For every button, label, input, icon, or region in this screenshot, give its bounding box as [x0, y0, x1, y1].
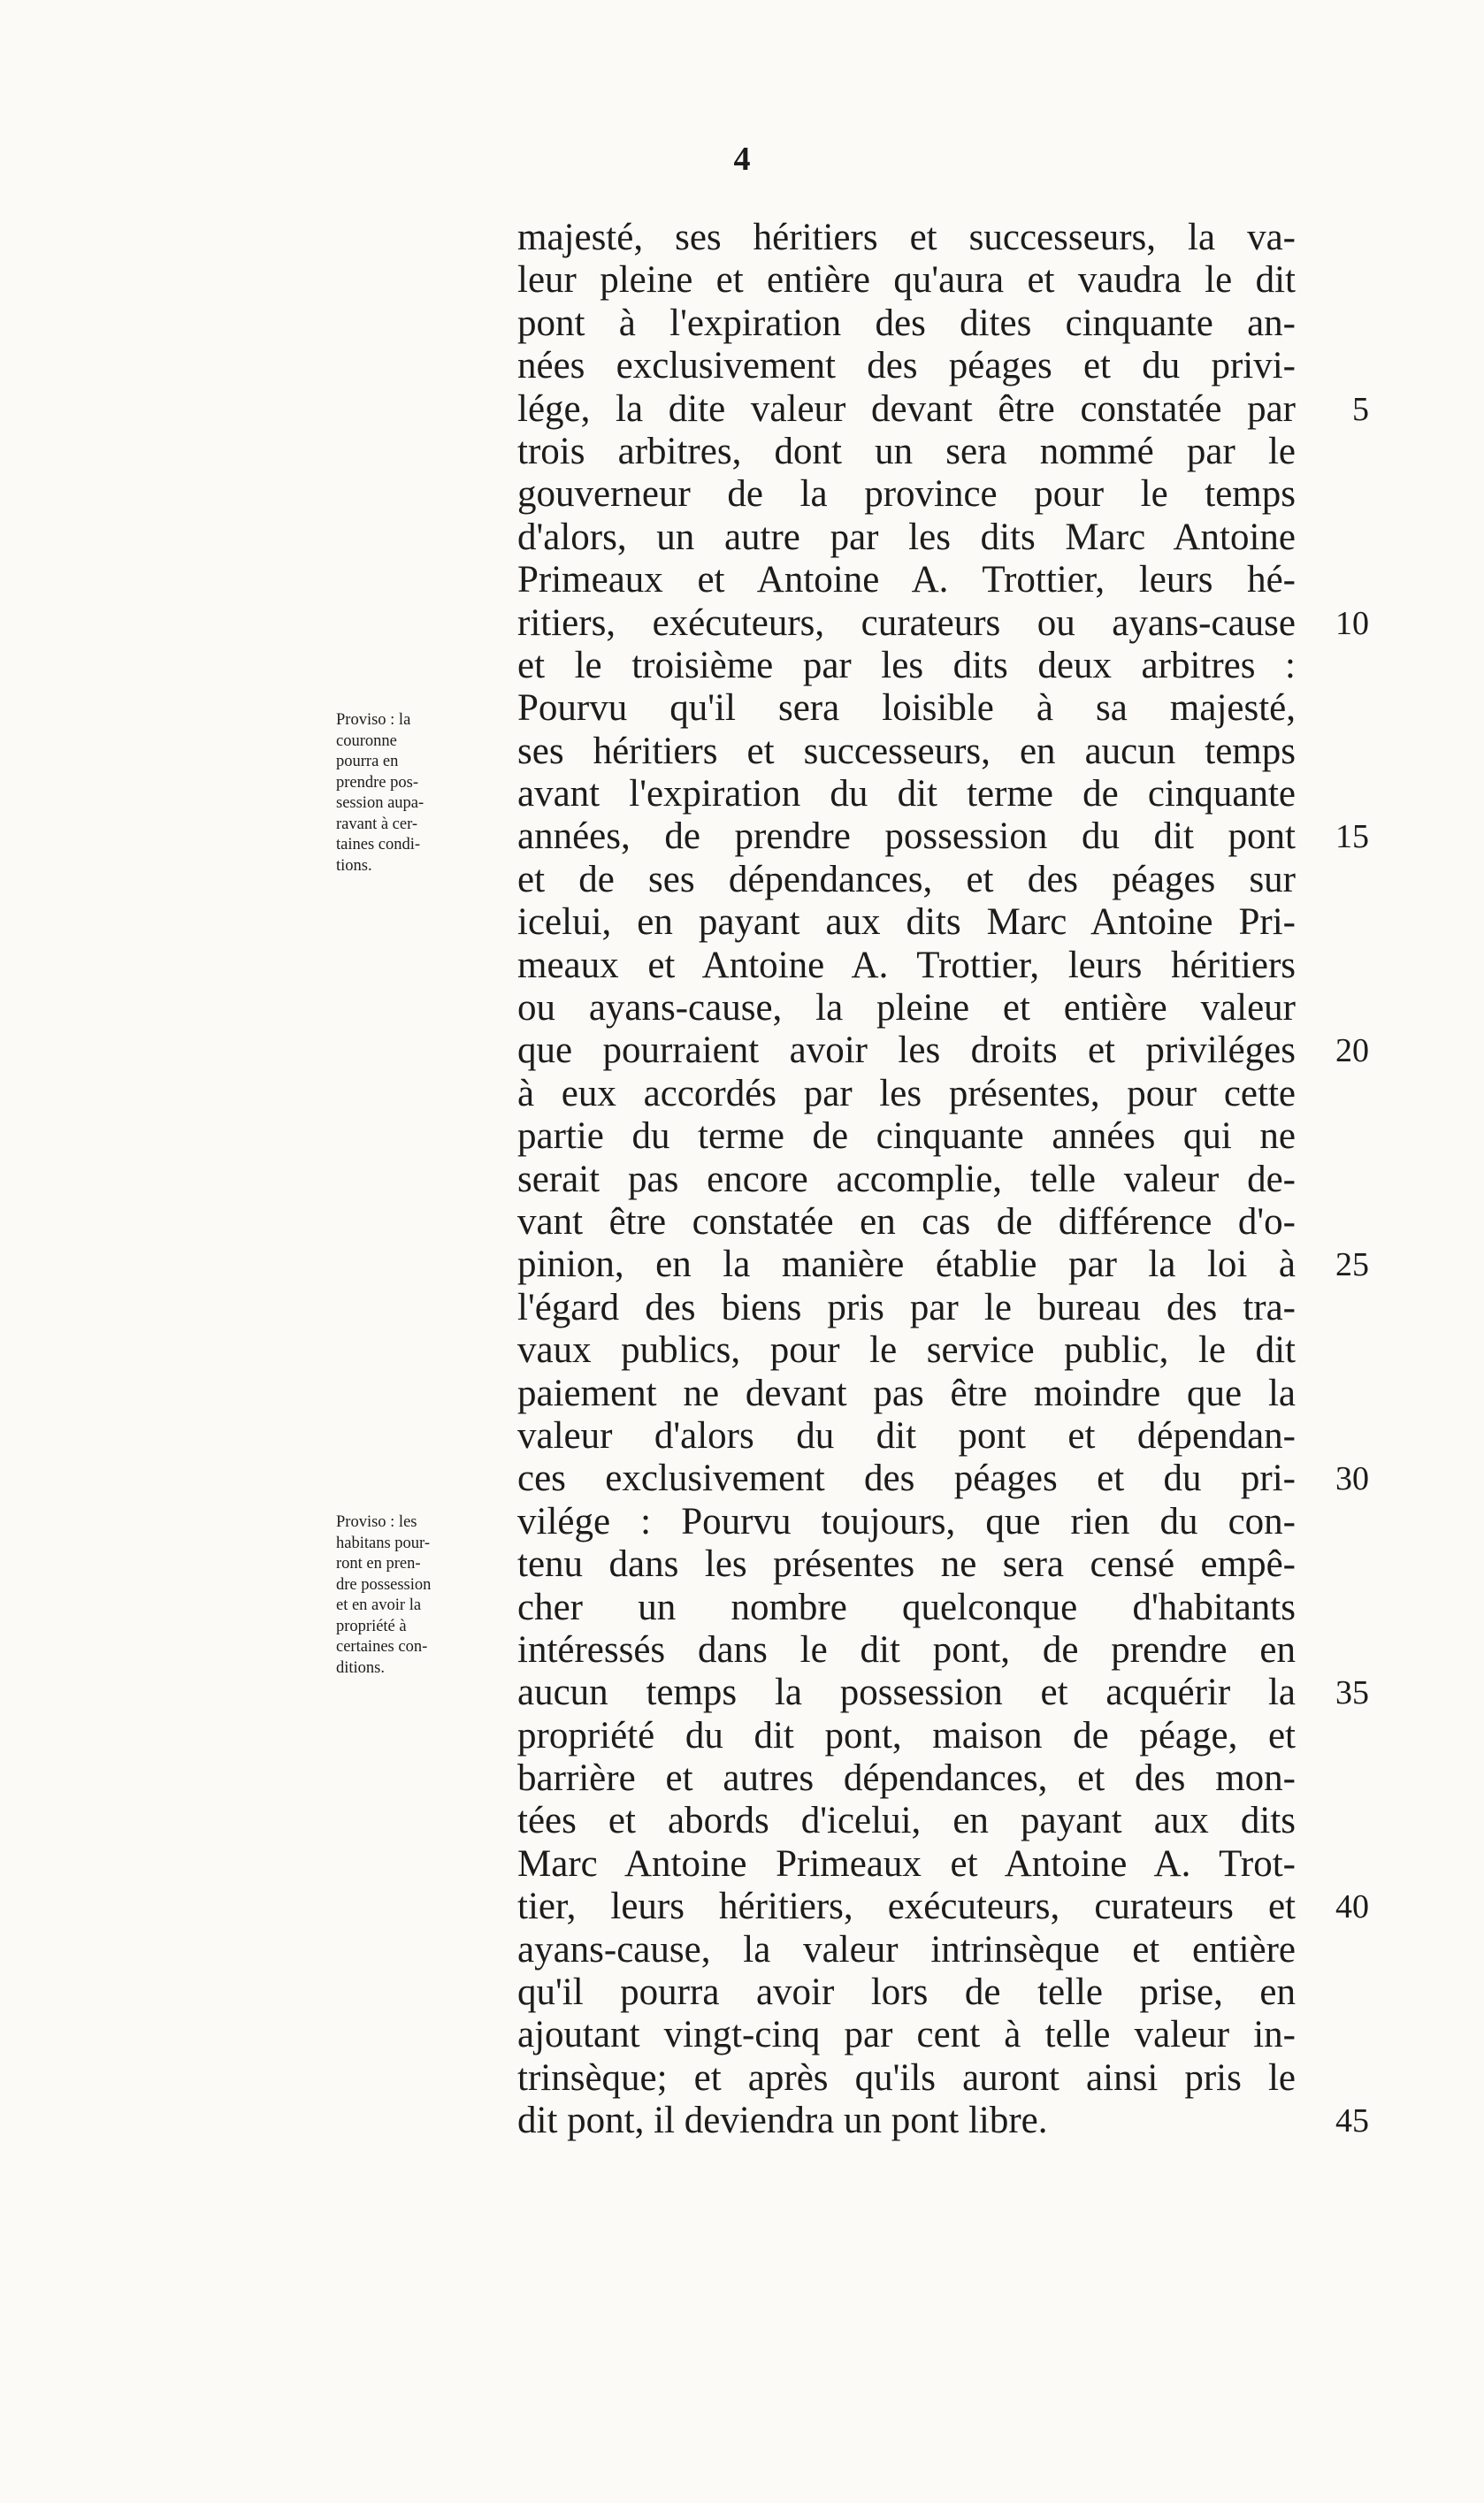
line-number	[1307, 1715, 1369, 1757]
line-number	[1307, 687, 1369, 730]
line-number: 10	[1335, 604, 1369, 642]
line-number	[1307, 1587, 1369, 1629]
line-number: 30	[1335, 1460, 1369, 1498]
margin-note-line: Proviso : les	[336, 1513, 417, 1531]
text-line: paiement ne devant pas être moindre que la	[517, 1372, 1296, 1414]
text-line: années, de prendre possession du dit pont	[517, 815, 1296, 858]
text-line: ou ayans-cause, la pleine et entière valeur	[517, 987, 1296, 1030]
page-number: 4	[733, 141, 751, 178]
line-number	[1307, 1929, 1369, 1971]
text-line: Primeaux et Antoine A. Trottier, leurs hé-	[517, 559, 1296, 601]
line-number	[1307, 431, 1369, 473]
margin-note-line: Proviso : la	[336, 711, 411, 729]
margin-note-line: taines condi-	[336, 836, 421, 853]
line-number	[1307, 1800, 1369, 1842]
text-line: pont à l'expiration des dites cinquante an-	[517, 302, 1296, 344]
margin-note-line: couronne	[336, 731, 397, 750]
line-number: 20	[1335, 1032, 1369, 1070]
line-number: 15	[1335, 818, 1369, 856]
text-line: qu'il pourra avoir lors de telle prise, en	[517, 1971, 1296, 2014]
text-line: trois arbitres, dont un sera nommé par le	[517, 430, 1296, 472]
line-number	[1307, 1329, 1369, 1372]
margin-note-line: ditions.	[336, 1658, 385, 1677]
margin-note-line: propriété à	[336, 1617, 407, 1635]
line-number	[1307, 345, 1369, 387]
text-line: et de ses dépendances, et des péages sur	[517, 858, 1296, 900]
text-line: valeur d'alors du dit pont et dépendan-	[517, 1414, 1296, 1457]
text-line: Pourvu qu'il sera loisible à sa majesté,	[517, 687, 1296, 730]
text-line: vant être constatée en cas de différence d'o-	[517, 1200, 1296, 1243]
text-line: ajoutant vingt-cinq par cent à telle valeur in-	[517, 2014, 1296, 2056]
margin-note-inhabitants-proviso	[336, 1512, 504, 1679]
line-number	[1307, 1629, 1369, 1672]
line-number	[1307, 1287, 1369, 1329]
line-number	[1307, 945, 1369, 987]
text-line: dit pont, il deviendra un pont libre.	[517, 2100, 1048, 2142]
line-number	[1307, 731, 1369, 773]
text-line: barrière et autres dépendances, et des mon-	[517, 1757, 1296, 1800]
text-line: l'égard des biens pris par le bureau des tra-	[517, 1286, 1296, 1328]
line-number	[1307, 259, 1369, 302]
text-line: icelui, en payant aux dits Marc Antoine Pri-	[517, 901, 1296, 944]
text-line: d'alors, un autre par les dits Marc Antoine	[517, 516, 1296, 558]
line-number	[1307, 1073, 1369, 1115]
line-number: 35	[1335, 1674, 1369, 1712]
text-line: propriété du dit pont, maison de péage, et	[517, 1714, 1296, 1757]
line-number	[1307, 1373, 1369, 1415]
text-line: pinion, en la manière établie par la loi à	[517, 1244, 1296, 1286]
line-number	[1307, 559, 1369, 601]
text-line: tenu dans les présentes ne sera censé empê-	[517, 1543, 1296, 1586]
line-number	[1307, 302, 1369, 345]
text-line: Marc Antoine Primeaux et Antoine A. Trot-	[517, 1842, 1296, 1885]
line-number	[1307, 473, 1369, 516]
margin-note-line: ront en pren-	[336, 1555, 421, 1573]
text-line: gouverneur de la province pour le temps	[517, 473, 1296, 516]
line-number	[1307, 773, 1369, 815]
line-number: 5	[1352, 390, 1369, 428]
text-line: cher un nombre quelconque d'habitants	[517, 1586, 1296, 1628]
line-number	[1307, 2014, 1369, 2056]
text-line: partie du terme de cinquante années qui ne	[517, 1115, 1296, 1158]
text-line: vaux publics, pour le service public, le dit	[517, 1329, 1296, 1372]
text-line: avant l'expiration du dit terme de cinquante	[517, 773, 1296, 815]
margin-note-line: prendre pos-	[336, 773, 418, 792]
line-number	[1307, 1201, 1369, 1244]
margin-note-line: pourra en	[336, 753, 399, 770]
line-numbers	[1307, 217, 1369, 2143]
text-line: ses héritiers et successeurs, en aucun temps	[517, 730, 1296, 772]
line-number	[1307, 987, 1369, 1030]
line-number	[1307, 1543, 1369, 1586]
text-line: meaux et Antoine A. Trottier, leurs héritiers	[517, 944, 1296, 986]
text-line: serait pas encore accomplie, telle valeur de-	[517, 1158, 1296, 1200]
line-number	[1307, 1115, 1369, 1158]
margin-note-line: session aupa-	[336, 794, 425, 812]
text-line: leur pleine et entière qu'aura et vaudra le dit	[517, 259, 1296, 302]
line-number	[1307, 859, 1369, 901]
line-number: 45	[1335, 2102, 1369, 2140]
margin-note-crown-proviso	[336, 710, 504, 876]
text-line: nées exclusivement des péages et du privi-	[517, 345, 1296, 387]
line-number	[1307, 645, 1369, 687]
margin-note-line: et en avoir la	[336, 1596, 422, 1614]
text-line: lége, la dite valeur devant être constatée par	[517, 387, 1296, 430]
line-number	[1307, 1159, 1369, 1201]
text-line: ritiers, exécuteurs, curateurs ou ayans-cause	[517, 601, 1296, 644]
text-line: tier, leurs héritiers, exécuteurs, curateurs et	[517, 1886, 1296, 1928]
text-line: ayans-cause, la valeur intrinsèque et entière	[517, 1928, 1296, 1971]
margin-note-line: ravant à cer-	[336, 815, 418, 833]
text-line: que pourraient avoir les droits et priviléges	[517, 1030, 1296, 1072]
text-line: et le troisième par les dits deux arbitres :	[517, 644, 1296, 686]
line-number	[1307, 1971, 1369, 2014]
text-line: majesté, ses héritiers et successeurs, la va-	[517, 217, 1296, 258]
line-number	[1307, 1415, 1369, 1458]
line-number	[1307, 217, 1369, 259]
line-number	[1307, 901, 1369, 944]
text-line: à eux accordés par les présentes, pour cette	[517, 1072, 1296, 1114]
line-number: 25	[1335, 1246, 1369, 1284]
line-number	[1307, 1501, 1369, 1543]
text-line: tées et abords d'icelui, en payant aux dits	[517, 1800, 1296, 1842]
margin-note-line: certaines con-	[336, 1638, 428, 1656]
text-line: aucun temps la possession et acquérir la	[517, 1672, 1296, 1714]
text-line: intéressés dans le dit pont, de prendre en	[517, 1628, 1296, 1671]
margin-note-line: habitans pour-	[336, 1534, 430, 1552]
line-number	[1307, 1757, 1369, 1800]
text-line: trinsèque; et après qu'ils auront ainsi pris le	[517, 2056, 1296, 2099]
margin-note-line: dre possession	[336, 1575, 432, 1594]
line-number	[1307, 2057, 1369, 2100]
line-number: 40	[1335, 1888, 1369, 1926]
text-line: vilége : Pourvu toujours, que rien du con-	[517, 1500, 1296, 1542]
margin-note-line: tions.	[336, 856, 372, 875]
line-number	[1307, 517, 1369, 559]
text-line: ces exclusivement des péages et du pri-	[517, 1458, 1296, 1500]
line-number	[1307, 1843, 1369, 1886]
body-text	[517, 217, 1296, 2143]
